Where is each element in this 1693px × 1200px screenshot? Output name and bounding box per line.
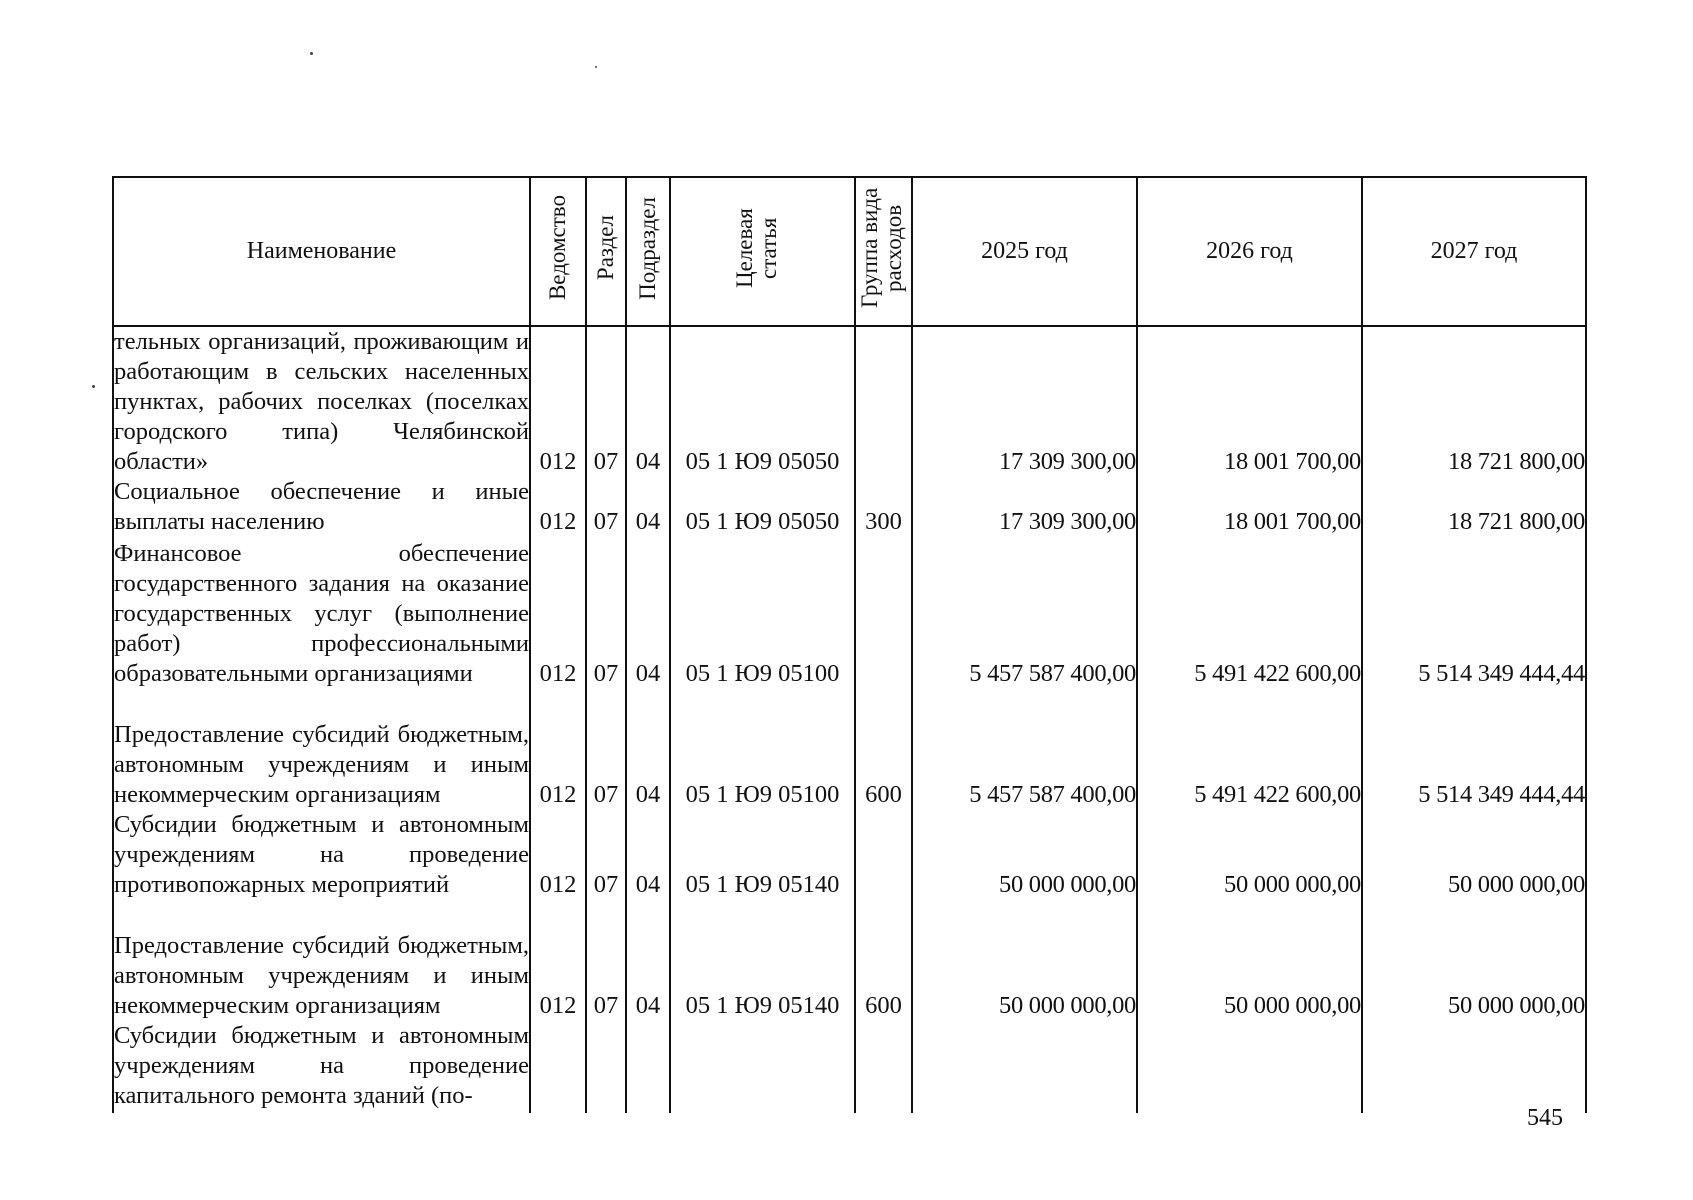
table-row	[113, 689, 1586, 810]
row-2027: 5 514 349 444,44	[1362, 537, 1586, 689]
row-podrazdel: 04	[626, 537, 670, 689]
row-gruppa	[855, 537, 912, 689]
header-podrazdel: Подраздел	[626, 177, 670, 326]
table-row	[113, 477, 1586, 537]
table-row	[113, 810, 1586, 900]
row-razdel	[586, 1021, 626, 1113]
header-2025: 2025 год	[912, 177, 1137, 326]
row-2026	[1137, 1021, 1362, 1113]
row-gruppa: 600	[855, 900, 912, 1021]
row-tselevaya	[670, 1021, 855, 1113]
row-2027: 5 514 349 444,44	[1362, 689, 1586, 810]
header-2027: 2027 год	[1362, 177, 1586, 326]
row-name: Социальное обеспечение и иные выплаты населению	[114, 478, 529, 535]
row-2027: 18 721 800,00	[1362, 477, 1586, 537]
row-2026: 50 000 000,00	[1137, 810, 1362, 900]
row-gruppa	[855, 810, 912, 900]
row-podrazdel: 04	[626, 326, 670, 477]
row-podrazdel: 04	[626, 900, 670, 1021]
table-row	[113, 537, 1586, 689]
row-2025: 50 000 000,00	[912, 810, 1137, 900]
table-row	[113, 1021, 1586, 1113]
row-2026: 18 001 700,00	[1137, 477, 1362, 537]
row-tselevaya: 05 1 Ю9 05100	[670, 689, 855, 810]
row-name: тельных организаций, проживающим и работающим в сельских населенных пунктах, рабочих поселках (поселках городского типа) Челябинской области»	[114, 328, 529, 475]
row-2026: 50 000 000,00	[1137, 900, 1362, 1021]
page-number: 545	[1527, 1105, 1563, 1131]
row-gruppa: 600	[855, 689, 912, 810]
row-gruppa	[855, 326, 912, 477]
row-2027: 50 000 000,00	[1362, 810, 1586, 900]
row-vedomstvo: 012	[530, 537, 586, 689]
header-gruppa-vida-rashodov: Группа вида расходов	[855, 177, 912, 326]
row-razdel: 07	[586, 326, 626, 477]
row-2025: 50 000 000,00	[912, 900, 1137, 1021]
row-2025	[912, 1021, 1137, 1113]
row-name: Предоставление субсидий бюджетным, автономным учреждениям и иным некоммерческим организациям	[113, 689, 530, 810]
row-vedomstvo: 012	[530, 810, 586, 900]
row-vedomstvo: 012	[530, 477, 586, 537]
row-razdel: 07	[586, 537, 626, 689]
row-2026: 18 001 700,00	[1137, 326, 1362, 477]
row-razdel: 07	[586, 477, 626, 537]
scan-speck	[595, 66, 597, 68]
row-gruppa: 300	[855, 477, 912, 537]
row-tselevaya: 05 1 Ю9 05140	[670, 810, 855, 900]
row-name: Субсидии бюджетным и автономным учреждениям на проведение капитального ремонта зданий (по-	[113, 1021, 530, 1113]
header-name: Наименование	[113, 177, 530, 326]
row-2027: 50 000 000,00	[1362, 900, 1586, 1021]
row-vedomstvo: 012	[530, 689, 586, 810]
row-vedomstvo: 012	[530, 900, 586, 1021]
row-2025: 17 309 300,00	[912, 326, 1137, 477]
row-2025: 5 457 587 400,00	[912, 537, 1137, 689]
row-name: Предоставление субсидий бюджетным, автономным учреждениям и иным некоммерческим организациям	[113, 900, 530, 1021]
row-podrazdel: 04	[626, 689, 670, 810]
table-row	[113, 900, 1586, 1021]
row-vedomstvo	[530, 1021, 586, 1113]
row-gruppa	[855, 1021, 912, 1113]
header-2026: 2026 год	[1137, 177, 1362, 326]
header-tselevaya-statya: Целевая статья	[670, 177, 855, 326]
row-name: Субсидии бюджетным и автономным учреждениям на проведение противопожарных мероприятий	[114, 811, 529, 898]
row-tselevaya: 05 1 Ю9 05050	[670, 326, 855, 477]
scan-speck	[92, 385, 95, 388]
row-razdel: 07	[586, 689, 626, 810]
row-podrazdel	[626, 1021, 670, 1113]
budget-table	[112, 176, 1587, 1113]
row-podrazdel: 04	[626, 810, 670, 900]
row-podrazdel: 04	[626, 477, 670, 537]
scan-speck	[310, 52, 313, 55]
row-2027	[1362, 1021, 1586, 1113]
row-razdel: 07	[586, 810, 626, 900]
row-tselevaya: 05 1 Ю9 05100	[670, 537, 855, 689]
row-tselevaya: 05 1 Ю9 05140	[670, 900, 855, 1021]
row-razdel: 07	[586, 900, 626, 1021]
table-row	[113, 326, 1586, 477]
row-name: Финансовое обеспечение государственного задания на оказание государственных услуг (выполнение работ) профессиональными образовательными организациями	[113, 537, 530, 689]
row-2026: 5 491 422 600,00	[1137, 537, 1362, 689]
header-razdel: Раздел	[586, 177, 626, 326]
row-2026: 5 491 422 600,00	[1137, 689, 1362, 810]
row-2025: 17 309 300,00	[912, 477, 1137, 537]
row-tselevaya: 05 1 Ю9 05050	[670, 477, 855, 537]
header-vedomstvo: Ведомство	[530, 177, 586, 326]
row-vedomstvo: 012	[530, 326, 586, 477]
table-header-row	[113, 177, 1586, 326]
row-2025: 5 457 587 400,00	[912, 689, 1137, 810]
row-2027: 18 721 800,00	[1362, 326, 1586, 477]
